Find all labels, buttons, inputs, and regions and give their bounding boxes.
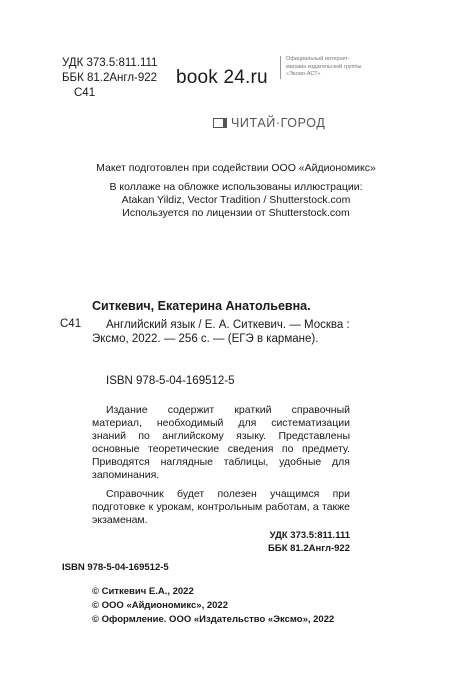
bottom-udk: УДК 373.5:811.111 xyxy=(269,530,350,541)
book-icon xyxy=(213,118,227,128)
credits-illustrations xyxy=(0,181,472,220)
bottom-isbn: ISBN 978-5-04-169512-5 xyxy=(62,562,169,573)
book24-note: Официальный интернет-магазин издательской группы «Эксмо-АСТ» xyxy=(280,56,368,79)
author-heading: Ситкевич, Екатерина Анатольевна. xyxy=(92,299,311,313)
annotation-paragraph-2: Справочник будет полезен учащимся при подготовке к урокам, контрольным работам, а также экзаменам. xyxy=(92,488,350,526)
credits-line4: Используется по лицензии от Shutterstock.com xyxy=(122,207,350,219)
copyright-line: © Оформление. ООО «Издательство «Эксмо», 2022 xyxy=(92,614,335,625)
biblio-isbn: ISBN 978-5-04-169512-5 xyxy=(106,375,235,387)
book24-logo: book 24.ru xyxy=(176,67,268,88)
author-mark: С41 xyxy=(74,87,96,99)
udk-code: УДК 373.5:811.111 xyxy=(62,57,158,69)
copyright-line: © ООО «Айдиономикс», 2022 xyxy=(92,600,228,611)
biblio-description: Английский язык / Е. А. Ситкевич. — Москва : Эксмо, 2022. — 256 с. — (ЕГЭ в кармане). xyxy=(92,319,350,345)
bottom-bbk: ББК 81.2Англ-922 xyxy=(268,543,350,554)
bottom-classification xyxy=(268,529,350,555)
copyright-block xyxy=(92,585,334,627)
annotation-paragraph-1: Издание содержит краткий справочный материал, необходимый для систематизации знаний по английскому языку. Представлены основные теоретические сведения по предмету. Приводятся наглядные таблицы, удобные для запоминания. xyxy=(92,404,350,481)
credits-line3: Atakan Yildiz, Vector Tradition / Shutterstock.com xyxy=(121,194,351,206)
credits-line2: В коллаже на обложке использованы иллюстрации: xyxy=(109,181,363,193)
chitai-gorod-text: ЧИТАЙ·ГОРОД xyxy=(231,116,326,130)
classification-codes xyxy=(62,56,157,101)
copyright-line: © Ситкевич Е.А., 2022 xyxy=(92,586,194,597)
chitai-gorod-logo xyxy=(213,116,325,130)
biblio-author-mark: С41 xyxy=(60,318,82,330)
bbk-code: ББК 81.2Англ-922 xyxy=(62,72,158,84)
credits-layout: Макет подготовлен при содействии ООО «Айдиономикс» xyxy=(96,162,376,174)
